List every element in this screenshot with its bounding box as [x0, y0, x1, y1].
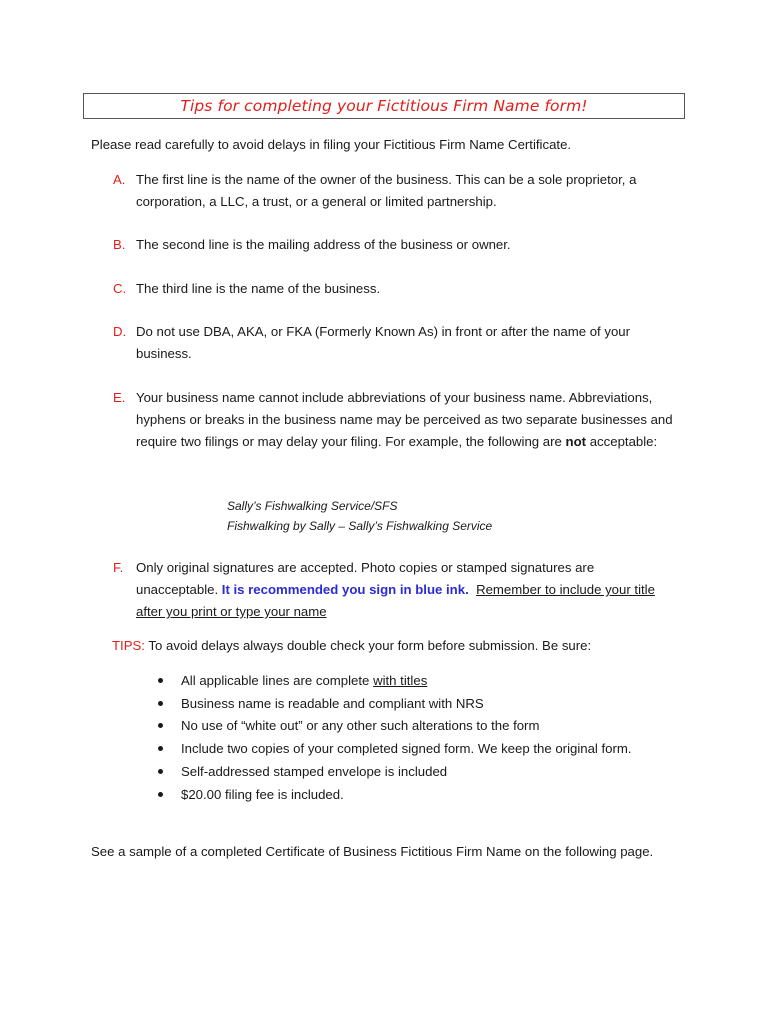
list-item-text: All applicable lines are complete — [181, 673, 374, 688]
list-item-text: No use of “white out” or any other such alterations to the form — [181, 718, 540, 734]
item-text: The third line is the name of the business. — [136, 281, 381, 296]
list-item-underline: with titles — [373, 673, 428, 688]
list-item — [158, 715, 632, 738]
item-text: The first line is the name of the owner of the business. This can be a sole proprietor, a corporation, a LLC, a trust, or a general or limited partnership. — [136, 172, 637, 209]
item-text: The second line is the mailing address of the business or owner. — [136, 237, 511, 252]
tips-label: TIPS: — [112, 638, 145, 653]
item-d — [113, 321, 678, 365]
item-text: Do not use DBA, AKA, or FKA (Formerly Known As) in front or after the name of your business. — [136, 324, 631, 361]
item-c — [113, 278, 678, 300]
tips-text: To avoid delays always double check your form before submission. Be sure: — [144, 638, 592, 653]
list-item — [158, 761, 632, 784]
item-a — [113, 169, 678, 213]
item-letter: A. — [113, 172, 126, 187]
item-letter: C. — [113, 281, 127, 296]
item-text-part: Only original signatures are accepted. Photo copies or stamped signatures are unacceptable. — [136, 560, 595, 597]
title-box — [83, 93, 685, 119]
example-line: Sally’s Fishwalking Service/SFS — [227, 499, 398, 513]
bullet-icon — [158, 701, 163, 706]
list-item-text: $20.00 filing fee is included. — [181, 786, 344, 802]
item-text-bold: not — [565, 434, 587, 449]
list-item-text: Business name is readable and compliant with NRS — [181, 695, 484, 711]
list-item-text: Self-addressed stamped envelope is included — [181, 763, 448, 779]
footer-note: See a sample of a completed Certificate of Business Fictitious Firm Name on the following page. — [91, 844, 654, 859]
item-text-gap — [469, 582, 476, 597]
item-e — [113, 387, 678, 453]
item-text — [136, 387, 678, 453]
checklist — [158, 670, 632, 806]
list-item — [158, 738, 632, 761]
item-f — [113, 557, 678, 623]
list-item — [158, 670, 632, 693]
bullet-icon — [158, 723, 163, 728]
blue-ink-note: It is recommended you sign in blue ink. — [221, 582, 469, 597]
list-item — [158, 693, 632, 716]
list-item — [158, 784, 632, 807]
bullet-icon — [158, 678, 163, 683]
intro-text: Please read carefully to avoid delays in filing your Fictitious Firm Name Certificate. — [91, 137, 572, 152]
bullet-icon — [158, 746, 163, 751]
tips-line — [112, 637, 591, 655]
item-letter: E. — [113, 390, 126, 405]
item-letter: F. — [113, 560, 124, 575]
example-line: Fishwalking by Sally – Sally’s Fishwalking Service — [227, 519, 493, 533]
item-letter: B. — [113, 237, 126, 252]
title-reminder: Remember to include your title after you print or type your name — [136, 582, 655, 619]
examples-block — [227, 496, 492, 536]
item-text — [136, 557, 678, 623]
page-title: Tips for completing your Fictitious Firm Name form! — [180, 97, 588, 115]
bullet-icon — [158, 792, 163, 797]
item-letter: D. — [113, 324, 127, 339]
item-b — [113, 234, 678, 256]
list-item-text: Include two copies of your completed signed form. We keep the original form. — [181, 741, 632, 757]
bullet-icon — [158, 769, 163, 774]
item-text-part: acceptable: — [586, 434, 658, 449]
item-text-part: Your business name cannot include abbreviations of your business name. Abbreviations, hyphens or breaks in the business name may be perceived as two separate businesses and require two filings or may delay your filing. For example, the following are — [136, 390, 673, 449]
